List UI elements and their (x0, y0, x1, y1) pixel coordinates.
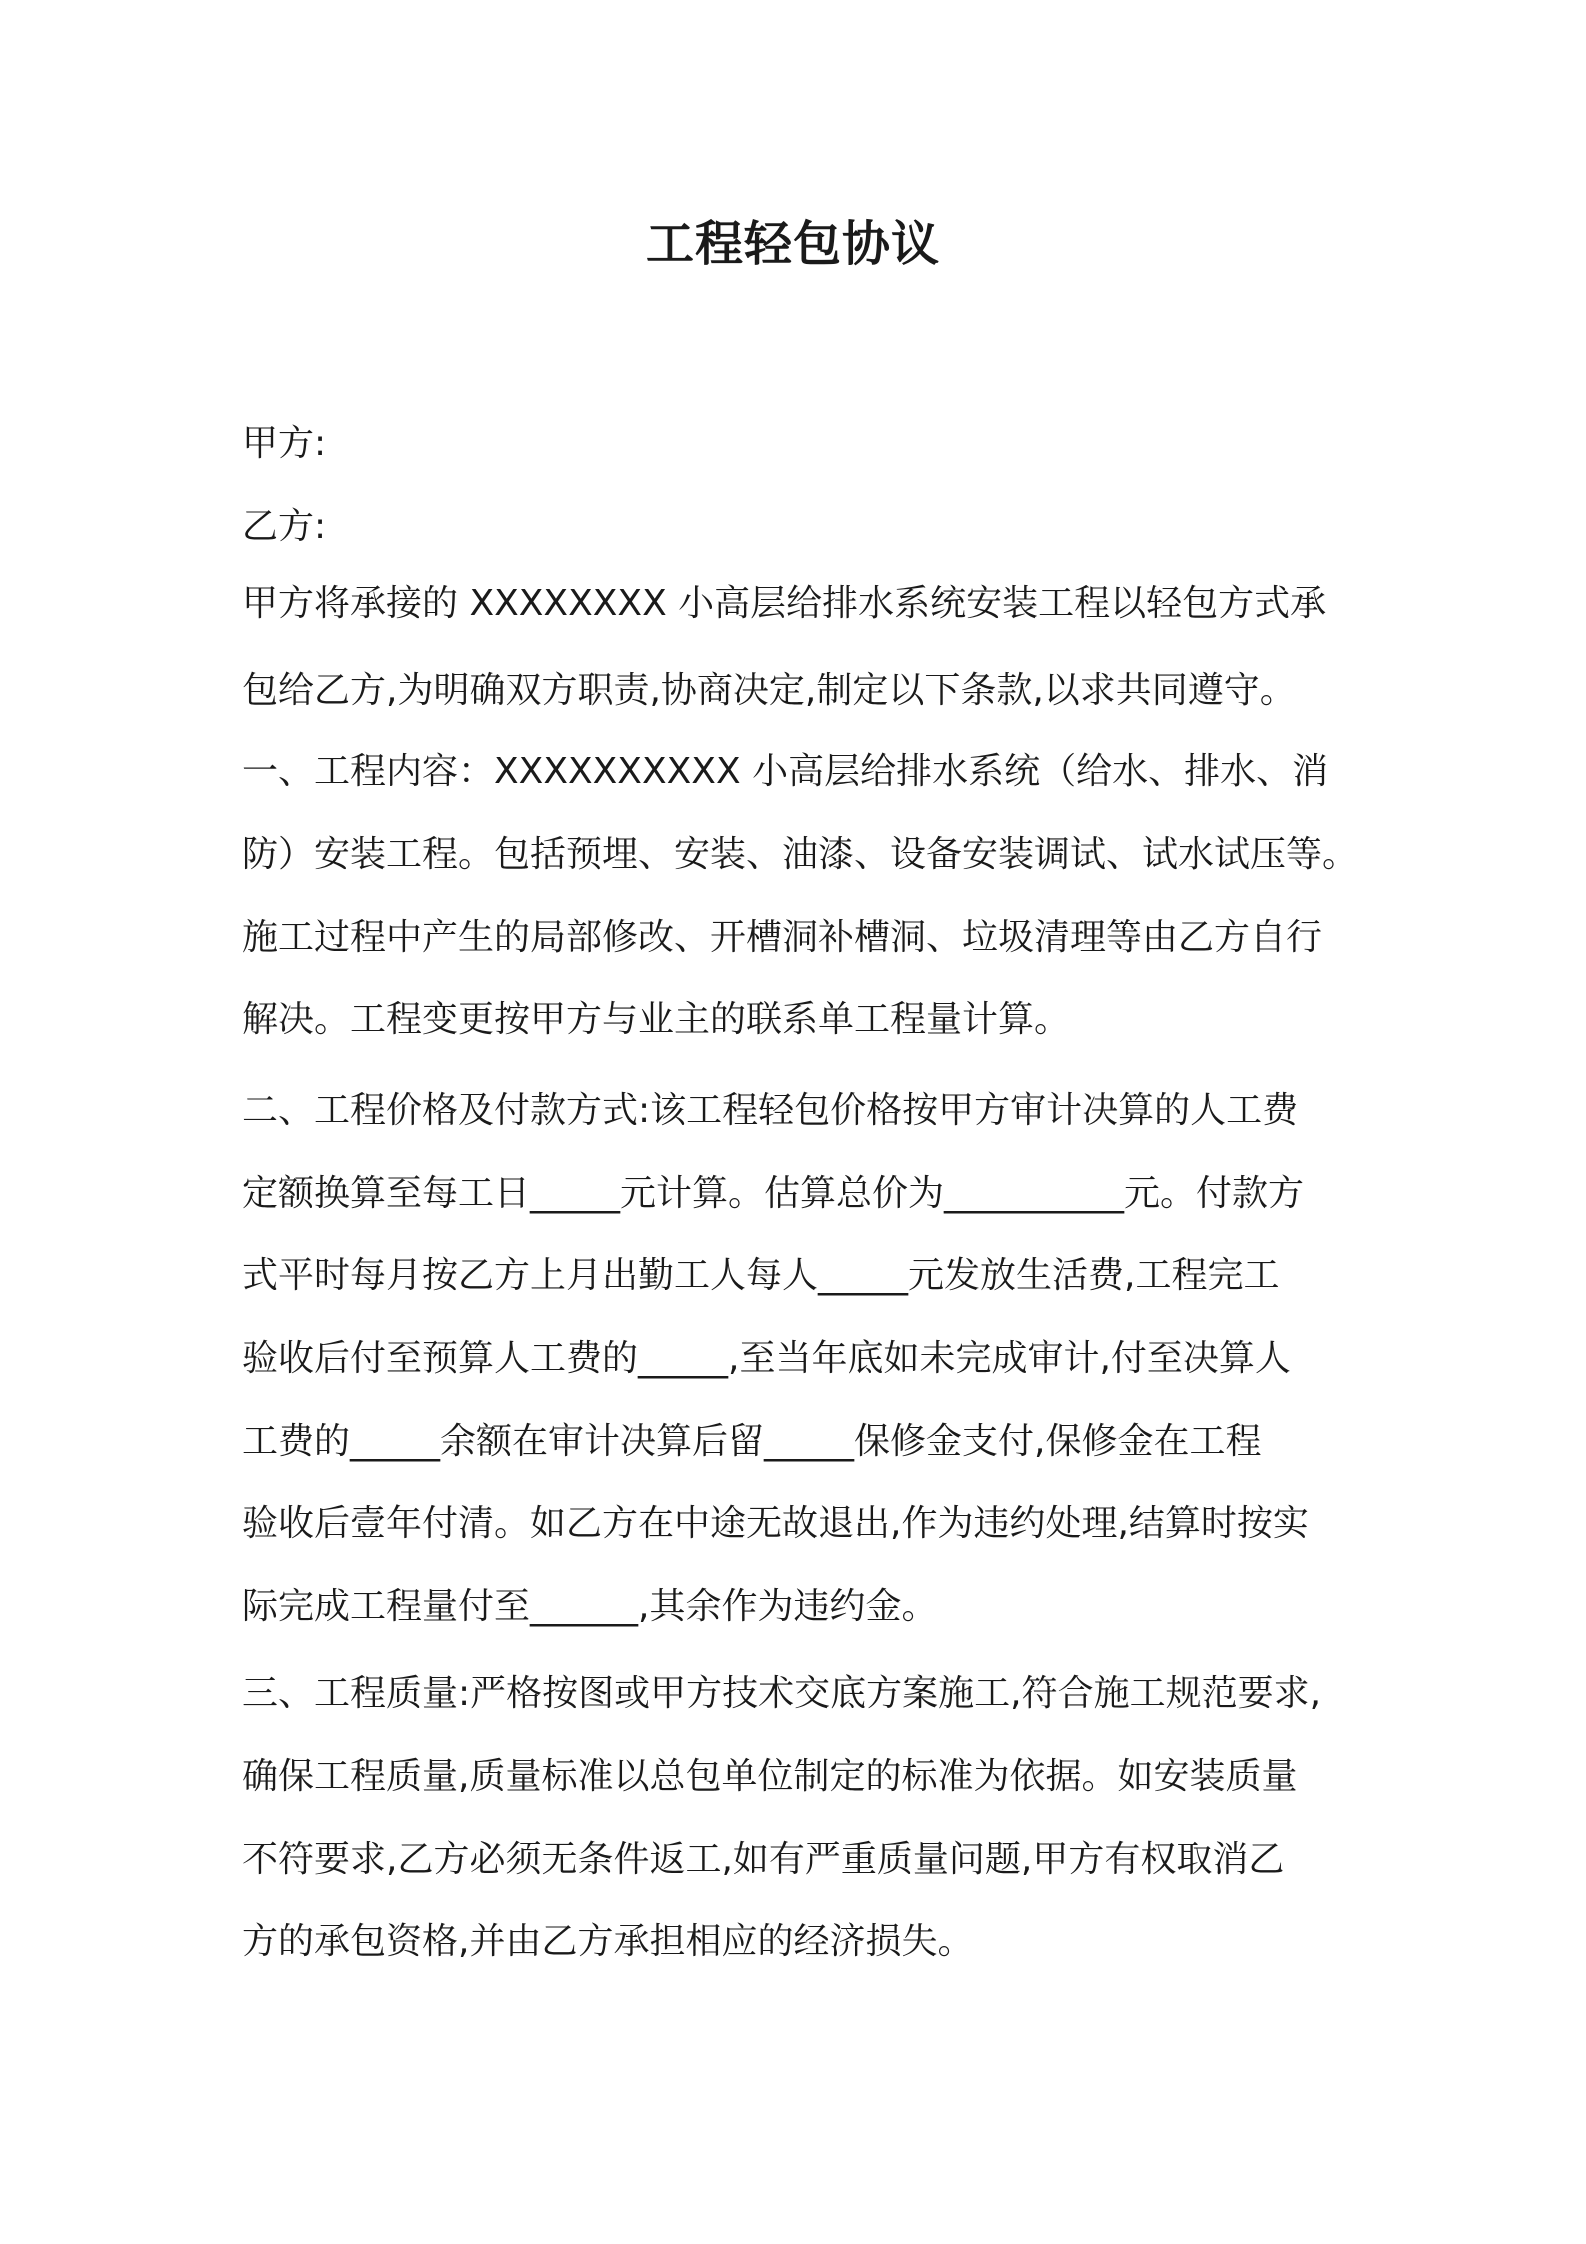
body-line-2: 包给乙方,为明确双方职责,协商决定,制定以下条款,以求共同遵守。 (242, 670, 1296, 711)
body-line-8: 定额换算至每工日_____元计算。估算总价为__________元。付款方 (242, 1173, 1305, 1214)
body-line-12: 验收后壹年付清。如乙方在中途无故退出,作为违约处理,结算时按实 (242, 1503, 1309, 1544)
body-line-4: 防）安装工程。包括预埋、安装、油漆、设备安装调试、试水试压等。 (242, 834, 1359, 875)
body-line-14: 三、工程质量:严格按图或甲方技术交底方案施工,符合施工规范要求, (242, 1673, 1322, 1714)
party-b-label: 乙方: (242, 506, 327, 547)
body-line-1: 甲方将承接的 XXXXXXXX 小高层给排水系统安装工程以轻包方式承 (242, 583, 1327, 624)
document-title: 工程轻包协议 (645, 216, 940, 272)
body-line-10: 验收后付至预算人工费的_____,至当年底如未完成审计,付至决算人 (242, 1338, 1291, 1379)
body-line-11: 工费的_____余额在审计决算后留_____保修金支付,保修金在工程 (242, 1421, 1262, 1462)
body-line-17: 方的承包资格,并由乙方承担相应的经济损失。 (242, 1921, 974, 1962)
body-line-7: 二、工程价格及付款方式:该工程轻包价格按甲方审计决算的人工费 (242, 1090, 1299, 1131)
body-line-5: 施工过程中产生的局部修改、开槽洞补槽洞、垃圾清理等由乙方自行 (242, 917, 1323, 958)
body-line-16: 不符要求,乙方必须无条件返工,如有严重质量问题,甲方有权取消乙 (242, 1839, 1285, 1880)
body-line-15: 确保工程质量,质量标准以总包单位制定的标准为依据。如安装质量 (242, 1756, 1298, 1797)
body-line-9: 式平时每月按乙方上月出勤工人每人_____元发放生活费,工程完工 (242, 1255, 1280, 1296)
body-line-3: 一、工程内容：XXXXXXXXXX 小高层给排水系统（给水、排水、消 (242, 751, 1329, 792)
party-a-label: 甲方: (242, 423, 327, 464)
body-line-13: 际完成工程量付至______,其余作为违约金。 (242, 1586, 938, 1627)
body-line-6: 解决。工程变更按甲方与业主的联系单工程量计算。 (242, 999, 1071, 1040)
